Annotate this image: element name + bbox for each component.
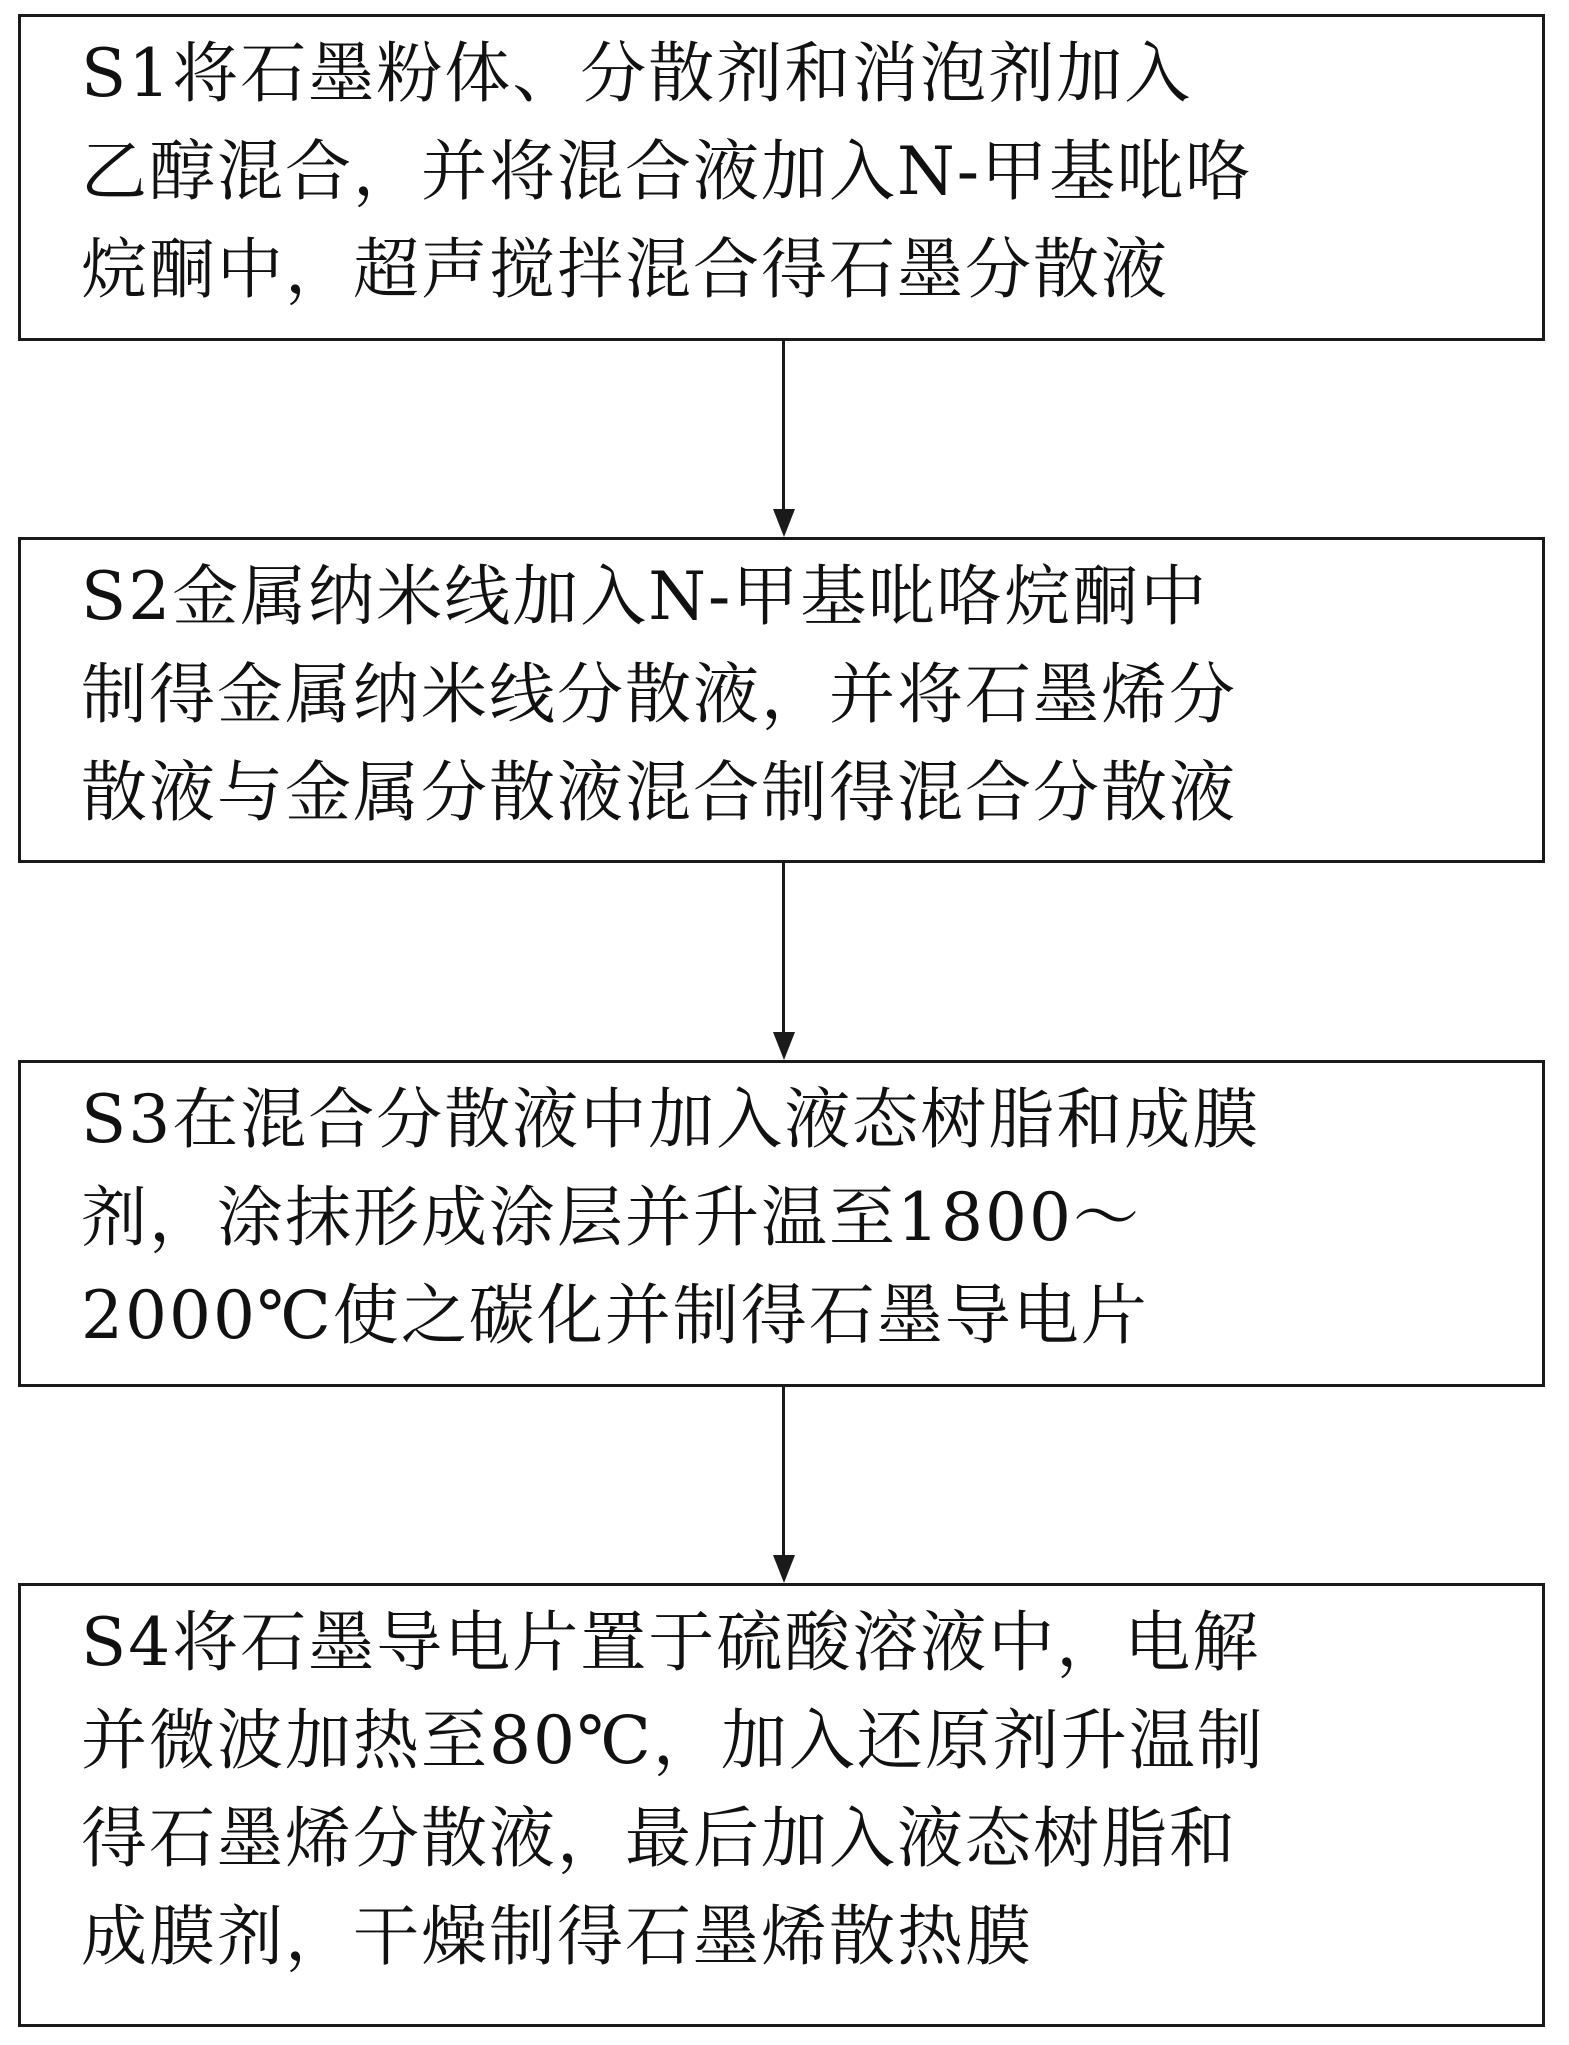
step-s4-line-3: 得石墨烯分散液，最后加入液态树脂和 bbox=[81, 1800, 1237, 1877]
step-s2-line-1: S2金属纳米线加入N-甲基吡咯烷酮中 bbox=[81, 558, 1209, 635]
step-s1-line-3: 烷酮中，超声搅拌混合得石墨分散液 bbox=[81, 231, 1169, 308]
step-s4-line-4: 成膜剂，干燥制得石墨烯散热膜 bbox=[81, 1898, 1033, 1975]
step-s1-box bbox=[18, 14, 1545, 341]
arrow-head-2 bbox=[773, 1032, 795, 1060]
step-s1-line-1: S1将石墨粉体、分散剂和消泡剂加入 bbox=[81, 35, 1193, 112]
step-s4-line-2: 并微波加热至80℃，加入还原剂升温制 bbox=[81, 1702, 1265, 1779]
step-s3-box bbox=[18, 1060, 1545, 1387]
step-s2-line-3: 散液与金属分散液混合制得混合分散液 bbox=[81, 754, 1237, 831]
flow-arrow-3 bbox=[782, 1387, 785, 1557]
step-s1-line-2: 乙醇混合，并将混合液加入N-甲基吡咯 bbox=[81, 133, 1254, 210]
step-s4-box bbox=[18, 1583, 1545, 2027]
step-s4-line-1: S4将石墨导电片置于硫酸溶液中，电解 bbox=[81, 1604, 1261, 1681]
step-s3-line-1: S3在混合分散液中加入液态树脂和成膜 bbox=[81, 1081, 1261, 1158]
step-s3-line-2: 剂，涂抹形成涂层并升温至1800～ bbox=[81, 1179, 1141, 1256]
step-s2-box bbox=[18, 537, 1545, 863]
flow-arrow-2 bbox=[782, 863, 785, 1034]
flow-arrow-1 bbox=[782, 341, 785, 511]
arrow-head-1 bbox=[773, 509, 795, 537]
step-s3-line-3: 2000℃使之碳化并制得石墨导电片 bbox=[81, 1277, 1149, 1354]
arrow-head-3 bbox=[773, 1555, 795, 1583]
step-s2-line-2: 制得金属纳米线分散液，并将石墨烯分 bbox=[81, 656, 1237, 733]
